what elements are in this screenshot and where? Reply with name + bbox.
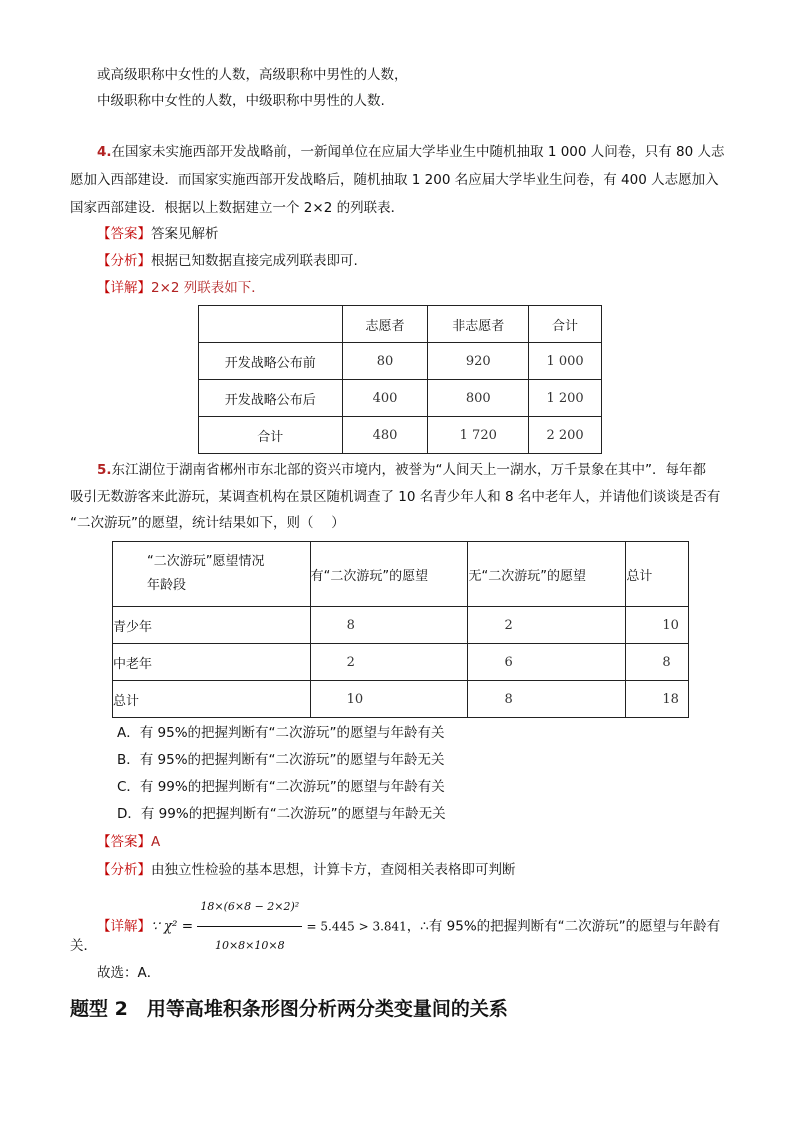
q5-analysis bbox=[97, 861, 516, 879]
q5-detail bbox=[97, 888, 720, 965]
table-cell: 6 bbox=[468, 644, 626, 681]
table-cell: 有“二次游玩”的愿望 bbox=[310, 542, 468, 607]
table-row bbox=[113, 607, 689, 644]
chi-square-fraction bbox=[197, 888, 302, 965]
q5-survey-table bbox=[112, 541, 689, 718]
table-cell: 中老年 bbox=[113, 644, 311, 681]
table-header-row bbox=[113, 542, 689, 607]
section-heading: 题型 2 用等高堆积条形图分析两分类变量间的关系 bbox=[70, 998, 508, 1020]
table-row bbox=[113, 681, 689, 718]
table-cell: 10 bbox=[626, 607, 689, 644]
answer-text: A bbox=[151, 834, 161, 850]
q5-detail-line-2: 关． bbox=[70, 938, 97, 954]
q5-text-line-1 bbox=[97, 461, 706, 479]
table-cell: 80 bbox=[342, 343, 428, 380]
answer-tag: 【答案】 bbox=[97, 226, 151, 242]
table-cell: 总计 bbox=[626, 542, 689, 607]
q5-text-line-2: 吸引无数游客来此游玩，某调查机构在景区随机调查了 10 名青少年人和 8 名中老年人，并请他们谈谈是否有 bbox=[70, 489, 721, 505]
table-row bbox=[199, 343, 602, 380]
intro-line-1: 或高级职称中女性的人数，高级职称中男性的人数， bbox=[97, 67, 408, 83]
q5-text-line-3: “二次游玩”的愿望，统计结果如下，则（ ） bbox=[70, 515, 345, 531]
table-cell: 800 bbox=[428, 380, 529, 417]
table-cell: 志愿者 bbox=[342, 306, 428, 343]
analysis-text: 根据已知数据直接完成列联表即可. bbox=[151, 253, 358, 269]
table-cell: 1 720 bbox=[428, 417, 529, 454]
intro-line-2: 中级职称中女性的人数，中级职称中男性的人数. bbox=[97, 93, 385, 109]
formula-result: = 5.445 > 3.841 bbox=[306, 919, 407, 934]
table-corner-cell bbox=[113, 542, 311, 607]
detail-tag: 【详解】 bbox=[97, 918, 151, 935]
table-cell: 2 bbox=[468, 607, 626, 644]
q4-text-line-1 bbox=[97, 143, 725, 161]
q4-detail bbox=[97, 279, 265, 297]
fraction-numerator: 18×(6×8 − 2×2)² bbox=[197, 888, 302, 927]
table-row bbox=[199, 380, 602, 417]
table-cell: 青少年 bbox=[113, 607, 311, 644]
q4-analysis bbox=[97, 252, 358, 270]
analysis-tag: 【分析】 bbox=[97, 862, 151, 878]
analysis-text: 由独立性检验的基本思想，计算卡方，查阅相关表格即可判断 bbox=[151, 862, 516, 878]
q4-text: 在国家未实施西部开发战略前，一新闻单位在应届大学毕业生中随机抽取 1 000 人问卷，只有 80 人志 bbox=[111, 144, 725, 160]
table-cell: 400 bbox=[342, 380, 428, 417]
q4-contingency-table bbox=[198, 305, 602, 454]
table-cell: 开发战略公布后 bbox=[199, 380, 343, 417]
analysis-tag: 【分析】 bbox=[97, 253, 151, 269]
q4-text-line-3: 国家西部建设．根据以上数据建立一个 2×2 的列联表． bbox=[70, 200, 405, 216]
detail-conclusion: ，∴有 95%的把握判断有“二次游玩”的愿望与年龄有 bbox=[406, 918, 721, 935]
table-cell: 8 bbox=[310, 607, 468, 644]
q5-answer bbox=[97, 833, 160, 851]
table-cell: 总计 bbox=[113, 681, 311, 718]
corner-line-2: 年龄段 bbox=[147, 578, 187, 593]
table-cell: 2 bbox=[310, 644, 468, 681]
table-cell: 8 bbox=[468, 681, 626, 718]
q4-text-line-2: 愿加入西部建设．而国家实施西部开发战略后，随机抽取 1 200 名应届大学毕业生问卷，有 400 人志愿加入 bbox=[70, 172, 719, 188]
table-cell: 1 200 bbox=[529, 380, 602, 417]
answer-text: 答案见解析 bbox=[151, 226, 219, 242]
table-cell: 920 bbox=[428, 343, 529, 380]
table-cell: 无“二次游玩”的愿望 bbox=[468, 542, 626, 607]
table-row bbox=[199, 417, 602, 454]
table-cell bbox=[199, 306, 343, 343]
q5-choose: 故选：A． bbox=[97, 965, 161, 981]
detail-tag: 【详解】 bbox=[97, 280, 151, 296]
q5-text: 东江湖位于湖南省郴州市东北部的资兴市境内，被誉为“人间天上一湖水，万千景象在其中”．每年都 bbox=[111, 462, 707, 478]
table-row bbox=[113, 644, 689, 681]
q4-answer bbox=[97, 225, 219, 243]
option-d: D．有 99%的把握判断有“二次游玩”的愿望与年龄无关 bbox=[117, 806, 446, 822]
option-a: A．有 95%的把握判断有“二次游玩”的愿望与年龄有关 bbox=[117, 725, 445, 741]
table-cell: 非志愿者 bbox=[428, 306, 529, 343]
table-cell: 8 bbox=[626, 644, 689, 681]
q5-number: 5. bbox=[97, 462, 112, 478]
answer-tag: 【答案】 bbox=[97, 834, 151, 850]
chi-square-symbol: ∵ χ² = bbox=[151, 918, 194, 935]
q4-number: 4. bbox=[97, 144, 112, 160]
table-cell: 10 bbox=[310, 681, 468, 718]
table-cell: 合计 bbox=[199, 417, 343, 454]
option-b: B．有 95%的把握判断有“二次游玩”的愿望与年龄无关 bbox=[117, 752, 445, 768]
table-header-row bbox=[199, 306, 602, 343]
table-cell: 开发战略公布前 bbox=[199, 343, 343, 380]
table-cell: 1 000 bbox=[529, 343, 602, 380]
table-cell: 2 200 bbox=[529, 417, 602, 454]
corner-line-1: “二次游玩”愿望情况 bbox=[147, 554, 265, 569]
fraction-denominator: 10×8×10×8 bbox=[214, 939, 285, 952]
option-c: C．有 99%的把握判断有“二次游玩”的愿望与年龄有关 bbox=[117, 779, 445, 795]
detail-text: 2×2 列联表如下． bbox=[151, 280, 265, 296]
table-cell: 480 bbox=[342, 417, 428, 454]
table-cell: 合计 bbox=[529, 306, 602, 343]
table-cell: 18 bbox=[626, 681, 689, 718]
